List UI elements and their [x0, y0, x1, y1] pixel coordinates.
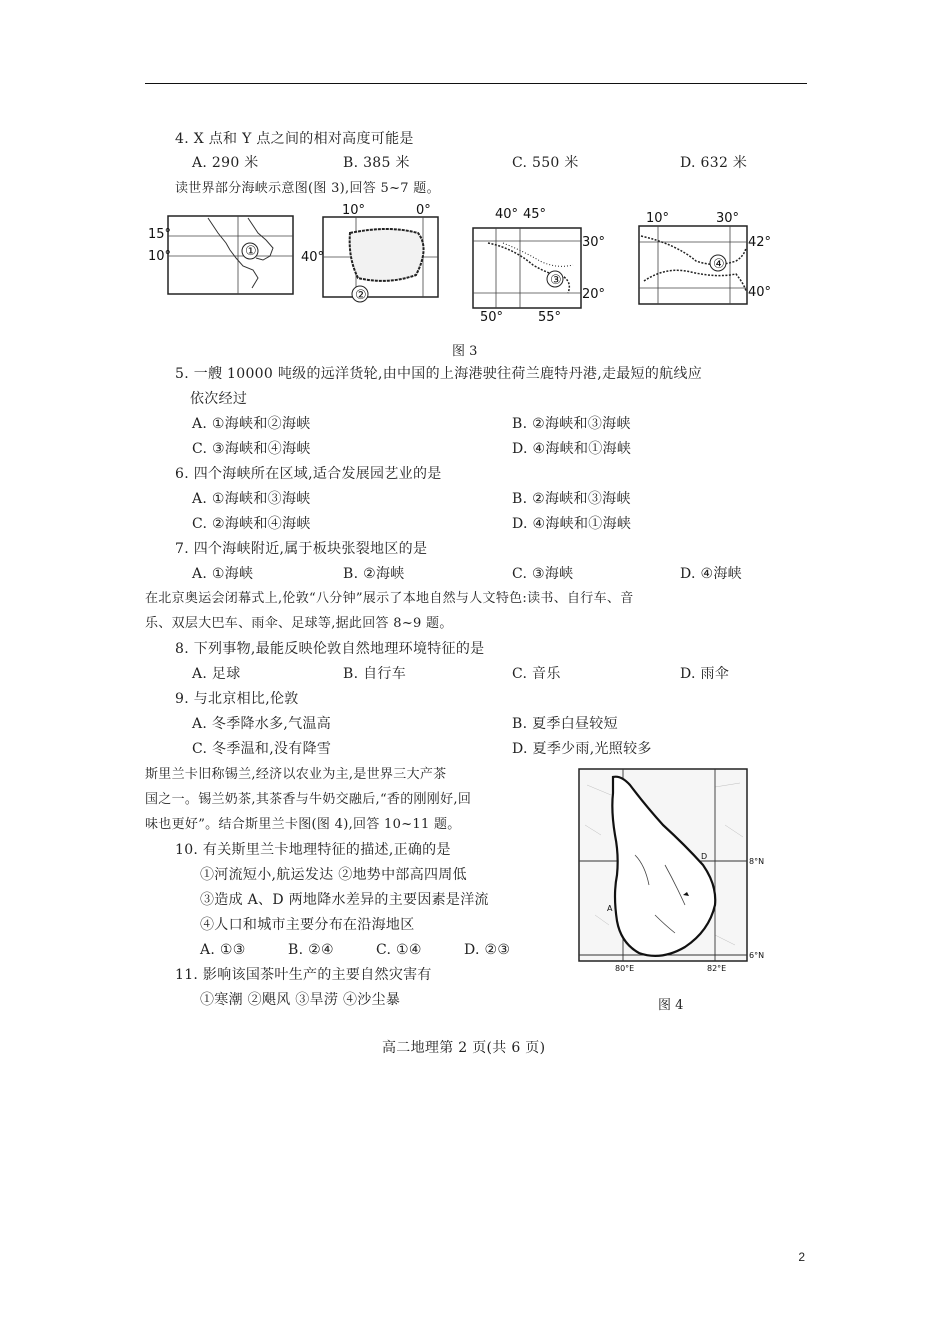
- intro-5-7: 读世界部分海峡示意图(图 3),回答 5~7 题。: [175, 181, 440, 196]
- map2-lon-10: 10°: [342, 203, 366, 218]
- q4-stem: 4. X 点和 Y 点之间的相对高度可能是: [175, 131, 414, 147]
- lon-82e: 82°E: [707, 964, 727, 973]
- map3-lon-55: 55°: [538, 310, 562, 325]
- q5-option-a: A. ①海峡和②海峡: [192, 416, 311, 432]
- point-a: A: [607, 904, 613, 913]
- q4-option-c: C. 550 米: [512, 155, 579, 171]
- q11-stem: 11. 影响该国茶叶生产的主要自然灾害有: [175, 967, 432, 983]
- figure-4-caption: 图 4: [658, 998, 684, 1013]
- q7-option-c: C. ③海峡: [512, 566, 574, 582]
- q5-option-c: C. ③海峡和④海峡: [192, 441, 311, 457]
- map2-lat-40: 40°: [301, 250, 325, 265]
- strait-map-3: [468, 203, 618, 325]
- page-number: 2: [798, 1250, 805, 1264]
- q5-option-d: D. ④海峡和①海峡: [512, 441, 632, 457]
- q6-option-d: D. ④海峡和①海峡: [512, 516, 632, 532]
- map3-lon-50: 50°: [480, 310, 504, 325]
- header-rule: [145, 83, 807, 84]
- q10-option-a: A. ①③: [200, 942, 246, 958]
- strait-4-mark: ④: [713, 257, 725, 272]
- map1-lat-10: 10°: [148, 249, 172, 264]
- map4-lon-30: 30°: [716, 211, 740, 226]
- q9-option-a: A. 冬季降水多,气温高: [192, 716, 332, 732]
- lat-6n: 6°N: [749, 951, 765, 960]
- map4-lon-10: 10°: [646, 211, 670, 226]
- lat-8n: 8°N: [749, 857, 765, 866]
- q10-option-b: B. ②④: [288, 942, 334, 958]
- intro-10-11-line2: 国之一。锡兰奶茶,其茶香与牛奶交融后,“香的刚刚好,回: [145, 792, 472, 807]
- q6-option-a: A. ①海峡和③海峡: [192, 491, 311, 507]
- q7-stem: 7. 四个海峡附近,属于板块张裂地区的是: [175, 541, 428, 557]
- strait-map-1: [148, 208, 298, 298]
- q6-stem: 6. 四个海峡所在区域,适合发展园艺业的是: [175, 466, 442, 482]
- map4-lat-42: 42°: [748, 235, 772, 250]
- q8-stem: 8. 下列事物,最能反映伦敦自然地理环境特征的是: [175, 641, 485, 657]
- map3-lon-40: 40°: [495, 207, 519, 222]
- q9-option-c: C. 冬季温和,没有降雪: [192, 741, 332, 757]
- q7-option-a: A. ①海峡: [192, 566, 254, 582]
- q4-option-a: A. 290 米: [192, 155, 259, 171]
- q6-option-c: C. ②海峡和④海峡: [192, 516, 311, 532]
- page-footer: 高二地理第 2 页(共 6 页): [382, 1040, 546, 1056]
- q8-option-d: D. 雨伞: [680, 666, 730, 682]
- map4-lat-40: 40°: [748, 285, 772, 300]
- q6-option-b: B. ②海峡和③海峡: [512, 491, 631, 507]
- q11-options: ①寒潮 ②飓风 ③旱涝 ④沙尘暴: [200, 992, 401, 1008]
- q7-option-b: B. ②海峡: [343, 566, 405, 582]
- q9-option-b: B. 夏季白昼较短: [512, 716, 618, 732]
- map2-lon-0: 0°: [416, 203, 431, 218]
- q8-option-b: B. 自行车: [343, 666, 406, 682]
- q10-statement-3: ③造成 A、D 两地降水差异的主要因素是洋流: [200, 892, 489, 908]
- q9-option-d: D. 夏季少雨,光照较多: [512, 741, 652, 757]
- q5-stem-line1: 5. 一艘 10000 吨级的远洋货轮,由中国的上海港驶往荷兰鹿特丹港,走最短的航线应: [175, 366, 703, 382]
- q10-option-c: C. ①④: [376, 942, 422, 958]
- lon-80e: 80°E: [615, 964, 635, 973]
- q8-option-c: C. 音乐: [512, 666, 561, 682]
- map3-lat-30: 30°: [582, 235, 606, 250]
- figure-3-caption: 图 3: [452, 344, 478, 359]
- strait-map-4: [636, 206, 786, 306]
- intro-10-11-line1: 斯里兰卡旧称锡兰,经济以农业为主,是世界三大产茶: [145, 767, 447, 782]
- point-d: D: [701, 852, 708, 861]
- strait-3-mark: ③: [550, 273, 562, 288]
- q5-option-b: B. ②海峡和③海峡: [512, 416, 631, 432]
- q8-option-a: A. 足球: [192, 666, 241, 682]
- q4-option-d: D. 632 米: [680, 155, 748, 171]
- q10-statement-1-2: ①河流短小,航运发达 ②地势中部高四周低: [200, 867, 467, 883]
- map3-lat-20: 20°: [582, 287, 606, 302]
- q5-stem-line2: 依次经过: [190, 391, 248, 407]
- sri-lanka-map: [575, 765, 770, 977]
- intro-8-9-line1: 在北京奥运会闭幕式上,伦敦“八分钟”展示了本地自然与人文特色:读书、自行车、音: [145, 591, 634, 606]
- strait-1-mark: ①: [245, 244, 257, 259]
- map3-lon-45: 45°: [523, 207, 547, 222]
- q9-stem: 9. 与北京相比,伦敦: [175, 691, 299, 707]
- q4-option-b: B. 385 米: [343, 155, 410, 171]
- q7-option-d: D. ④海峡: [680, 566, 742, 582]
- intro-8-9-line2: 乐、双层大巴车、雨伞、足球等,据此回答 8~9 题。: [145, 616, 453, 631]
- intro-10-11-line3: 味也更好”。结合斯里兰卡图(图 4),回答 10~11 题。: [145, 817, 461, 832]
- q10-statement-4: ④人口和城市主要分布在沿海地区: [200, 917, 415, 933]
- strait-2-mark: ②: [355, 288, 367, 303]
- q10-option-d: D. ②③: [464, 942, 511, 958]
- map1-lat-15: 15°: [148, 227, 172, 242]
- q10-stem: 10. 有关斯里兰卡地理特征的描述,正确的是: [175, 842, 451, 858]
- strait-map-2: [298, 203, 448, 303]
